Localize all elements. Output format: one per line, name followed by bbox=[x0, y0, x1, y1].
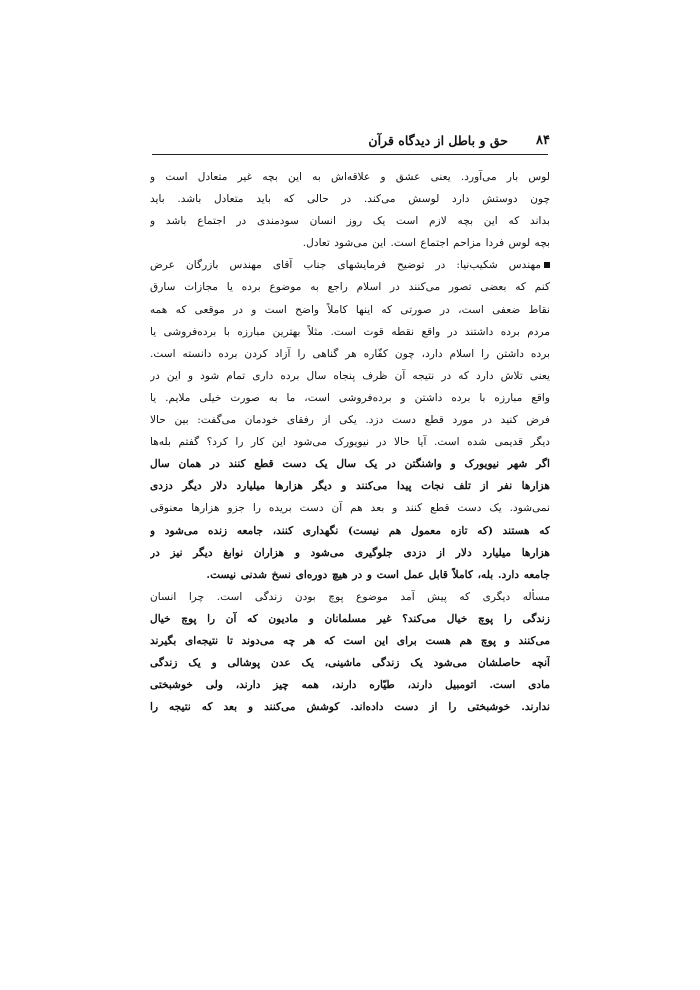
square-bullet-icon bbox=[544, 262, 550, 268]
text-line: لوس بار می‌آورد. یعنی عشق و علاقه‌اش به این بچه غیر متعادل است و bbox=[150, 171, 550, 183]
text-line: اگر شهر نیویورک و واشنگتن در یک سال یک دست قطع کنند در همان سال bbox=[150, 458, 550, 471]
text-line-with-bullet bbox=[150, 254, 550, 276]
text-line: برده داشتن را اسلام دارد، چون کفّاره هر گناهی را آزاد کردن برده دانسته است. bbox=[150, 347, 550, 360]
text-line: مادی است. اتومبیل دارند، طیّاره دارند، همه چیز دارند، ولی خوشبختی bbox=[150, 679, 550, 692]
running-title: حق و باطل از دیدگاه قرآن bbox=[368, 133, 508, 148]
text-line: یعنی تلاش دارد که در نتیجه آن ظرف پنجاه سال برده داری تمام شود و این در bbox=[150, 369, 550, 382]
text-line: جامعه دارد. بله، کاملاً قابل عمل است و در هیچ دوره‌ای نسخ شدنی نیست. bbox=[206, 568, 550, 581]
text-line: هزارها میلیارد دلار از دزدی جلوگیری می‌شود و هزاران نوابغ دیگر نیز در bbox=[150, 546, 550, 559]
text-line: که هستند (که تازه معمول هم نیست) نگهداری کنند، جامعه زنده می‌شود و bbox=[150, 524, 550, 537]
text-line: هزارها نفر از تلف نجات پیدا می‌کنند و دیگر هزارها میلیارد دلار دیگر دزدی bbox=[150, 480, 550, 493]
text-line: چون دوستش دارد لوسش می‌کند. در حالی که باید متعادل باشد. باید bbox=[150, 193, 550, 206]
text-line: مسأله دیگری که پیش آمد موضوع پوچ بودن زندگی است. چرا انسان bbox=[150, 590, 550, 603]
text-line: بچه لوس فردا مزاحم اجتماع است. این می‌شود تعادل. bbox=[302, 237, 550, 250]
text-line: ندارند. خوشبختی را از دست داده‌اند. کوشش می‌کنند و بعد که نتیجه را bbox=[150, 701, 550, 714]
text-line: فرض کنید در مورد قطع دست دزد. یکی از رفقای خودمان می‌گفت: بین حالا bbox=[150, 414, 550, 427]
text-line: آنچه حاصلشان می‌شود یک زندگی ماشینی، یک عدن پوشالی و یک زندگی bbox=[150, 657, 550, 670]
text-line: نمی‌شود. یک دست قطع کنند و بعد هم آن دست بریده را جزو هزارها معنوقی bbox=[150, 502, 550, 515]
text-line: می‌کنند و پوچ هم هست برای این است که هر چه می‌دوند تا نتیجه‌ای بگیرند bbox=[150, 634, 550, 647]
text-line: نقاط ضعفی است، در صورتی که اینها کاملاً واضح است و در موقعی که همه bbox=[150, 303, 550, 316]
text-line: واقع مبارزه با برده داشتن و برده‌فروشی است، ما به صورت خیلی ملایم. یا bbox=[150, 391, 550, 404]
text-line: زندگی را پوچ خیال می‌کند؟ غیر مسلمانان و مادیون که آن را پوچ خیال bbox=[150, 612, 550, 625]
text-line: دیگر قدیمی شده است. آیا حالا در نیویورک می‌شود این کار را کرد؟ گفتم بله‌ها bbox=[150, 436, 550, 449]
header-rule bbox=[152, 154, 548, 155]
page-header bbox=[150, 133, 550, 153]
body-text bbox=[150, 166, 550, 718]
text-line: مردم برده داشتند در واقع نقطه قوت است. مثلاً بهترین مبارزه با برده‌فروشی یا bbox=[150, 325, 550, 338]
text-line: مهندس شکیب‌نیا: در توضیح فرمایشهای جناب آقای مهندس بازرگان عرض bbox=[150, 259, 541, 272]
text-line: بداند که این بچه لازم است یک روز انسان سودمندی در اجتماع باشد و bbox=[150, 215, 550, 228]
text-line: کنم که بعضی تصور می‌کنند در اسلام راجع به موضوع برده یا مجازات سارق bbox=[150, 281, 550, 294]
page-number: ۸۴ bbox=[536, 133, 550, 148]
